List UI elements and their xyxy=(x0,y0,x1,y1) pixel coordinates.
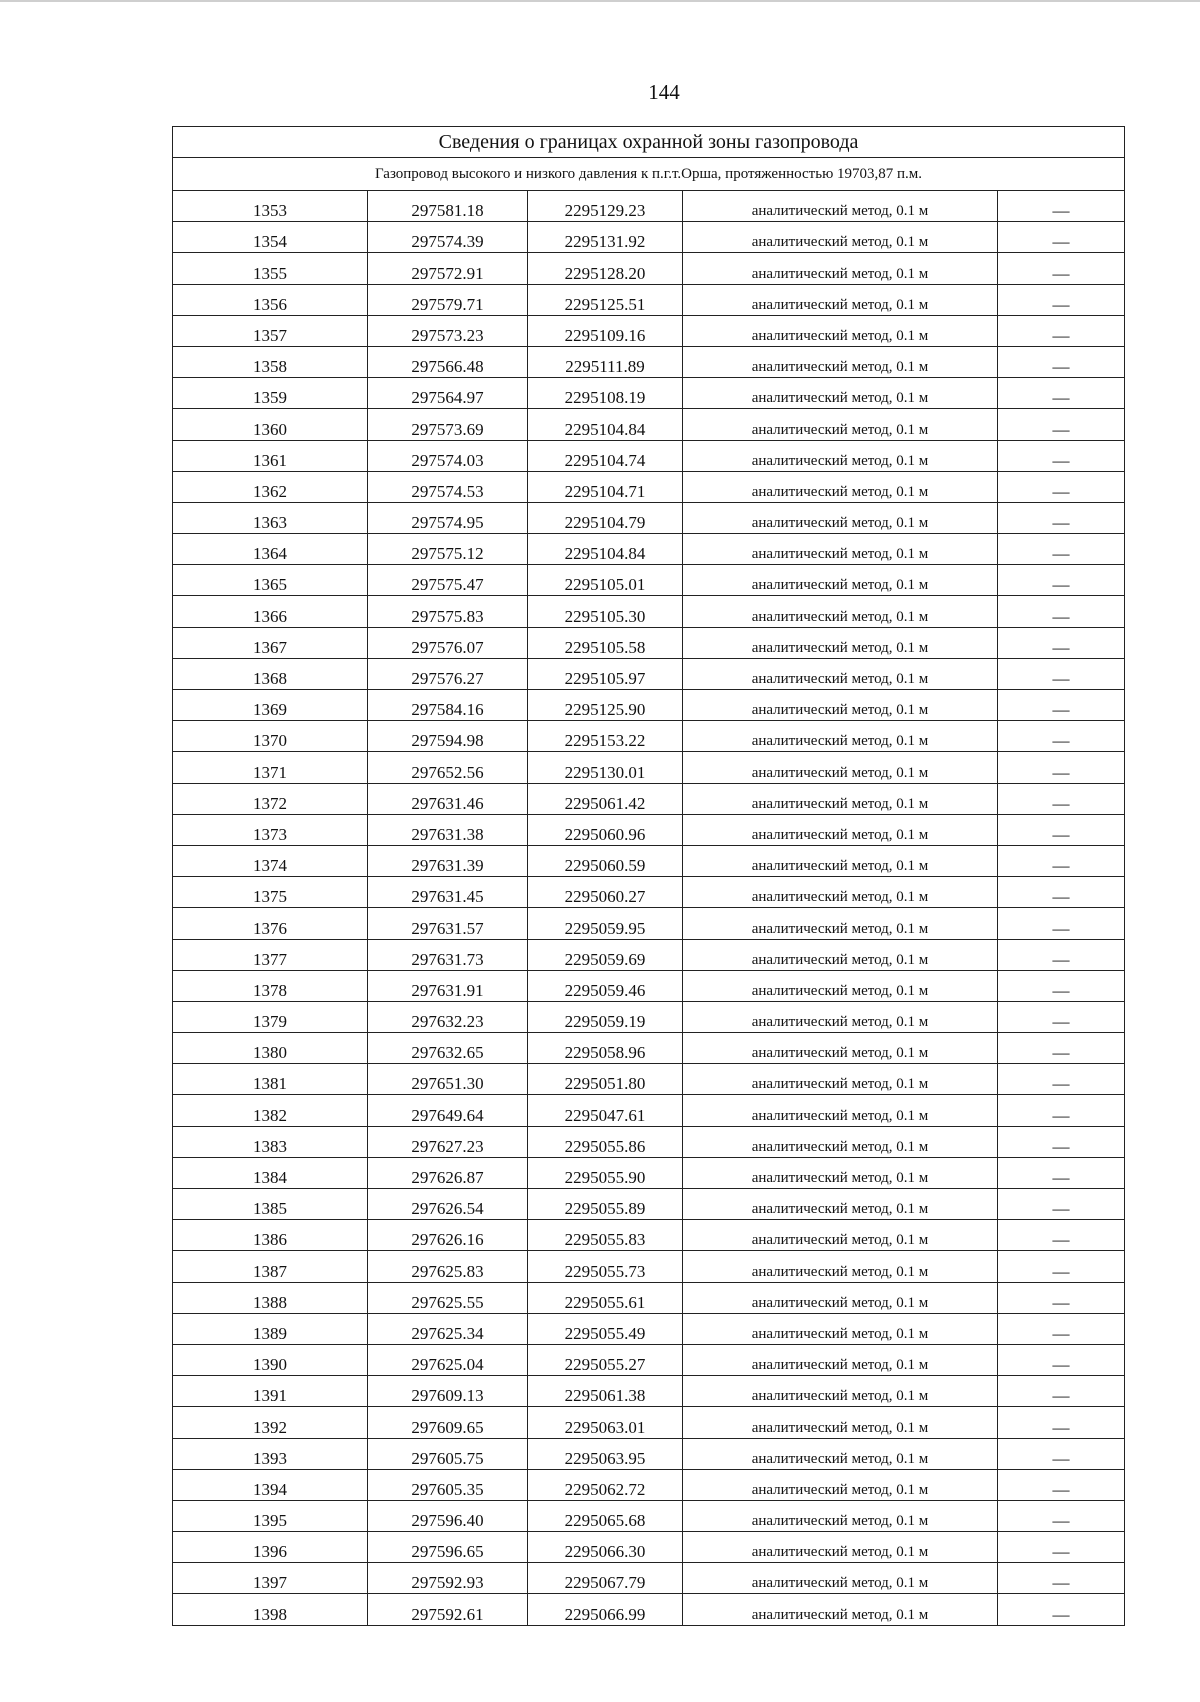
note-cell: — xyxy=(998,440,1125,471)
table-row xyxy=(173,534,1125,565)
method-cell: аналитический метод, 0.1 м xyxy=(683,315,998,346)
x-coordinate-cell: 297632.65 xyxy=(368,1033,528,1064)
point-number-cell: 1367 xyxy=(173,627,368,658)
y-coordinate-cell: 2295047.61 xyxy=(528,1095,683,1126)
method-cell: аналитический метод, 0.1 м xyxy=(683,1344,998,1375)
y-coordinate-cell: 2295129.23 xyxy=(528,191,683,222)
note-cell: — xyxy=(998,1500,1125,1531)
point-number-cell: 1384 xyxy=(173,1157,368,1188)
y-coordinate-cell: 2295104.84 xyxy=(528,409,683,440)
method-cell: аналитический метод, 0.1 м xyxy=(683,1064,998,1095)
method-cell: аналитический метод, 0.1 м xyxy=(683,1282,998,1313)
table-row xyxy=(173,1282,1125,1313)
point-number-cell: 1391 xyxy=(173,1376,368,1407)
method-cell: аналитический метод, 0.1 м xyxy=(683,1220,998,1251)
scan-top-edge xyxy=(0,0,1200,2)
note-cell: — xyxy=(998,1189,1125,1220)
point-number-cell: 1398 xyxy=(173,1594,368,1625)
point-number-cell: 1361 xyxy=(173,440,368,471)
method-cell: аналитический метод, 0.1 м xyxy=(683,690,998,721)
y-coordinate-cell: 2295109.16 xyxy=(528,315,683,346)
point-number-cell: 1354 xyxy=(173,222,368,253)
note-cell: — xyxy=(998,1157,1125,1188)
note-cell: — xyxy=(998,1594,1125,1625)
y-coordinate-cell: 2295104.71 xyxy=(528,471,683,502)
method-cell: аналитический метод, 0.1 м xyxy=(683,783,998,814)
y-coordinate-cell: 2295061.42 xyxy=(528,783,683,814)
x-coordinate-cell: 297626.54 xyxy=(368,1189,528,1220)
note-cell: — xyxy=(998,1220,1125,1251)
note-cell: — xyxy=(998,346,1125,377)
note-cell: — xyxy=(998,534,1125,565)
x-coordinate-cell: 297594.98 xyxy=(368,721,528,752)
note-cell: — xyxy=(998,908,1125,939)
table-row xyxy=(173,1500,1125,1531)
x-coordinate-cell: 297631.91 xyxy=(368,970,528,1001)
point-number-cell: 1386 xyxy=(173,1220,368,1251)
y-coordinate-cell: 2295051.80 xyxy=(528,1064,683,1095)
table-row xyxy=(173,253,1125,284)
y-coordinate-cell: 2295131.92 xyxy=(528,222,683,253)
table-row xyxy=(173,721,1125,752)
method-cell: аналитический метод, 0.1 м xyxy=(683,1251,998,1282)
x-coordinate-cell: 297625.55 xyxy=(368,1282,528,1313)
x-coordinate-cell: 297574.53 xyxy=(368,471,528,502)
table-row xyxy=(173,1095,1125,1126)
y-coordinate-cell: 2295055.90 xyxy=(528,1157,683,1188)
note-cell: — xyxy=(998,627,1125,658)
method-cell: аналитический метод, 0.1 м xyxy=(683,877,998,908)
method-cell: аналитический метод, 0.1 м xyxy=(683,1189,998,1220)
y-coordinate-cell: 2295105.58 xyxy=(528,627,683,658)
table-row xyxy=(173,1189,1125,1220)
method-cell: аналитический метод, 0.1 м xyxy=(683,191,998,222)
y-coordinate-cell: 2295055.27 xyxy=(528,1344,683,1375)
point-number-cell: 1385 xyxy=(173,1189,368,1220)
note-cell: — xyxy=(998,752,1125,783)
point-number-cell: 1370 xyxy=(173,721,368,752)
note-cell: — xyxy=(998,1469,1125,1500)
table-row xyxy=(173,939,1125,970)
method-cell: аналитический метод, 0.1 м xyxy=(683,440,998,471)
y-coordinate-cell: 2295058.96 xyxy=(528,1033,683,1064)
method-cell: аналитический метод, 0.1 м xyxy=(683,1407,998,1438)
x-coordinate-cell: 297625.83 xyxy=(368,1251,528,1282)
point-number-cell: 1372 xyxy=(173,783,368,814)
table-row xyxy=(173,1313,1125,1344)
x-coordinate-cell: 297574.39 xyxy=(368,222,528,253)
y-coordinate-cell: 2295066.30 xyxy=(528,1532,683,1563)
point-number-cell: 1365 xyxy=(173,565,368,596)
point-number-cell: 1362 xyxy=(173,471,368,502)
y-coordinate-cell: 2295111.89 xyxy=(528,346,683,377)
table-row xyxy=(173,1157,1125,1188)
point-number-cell: 1374 xyxy=(173,845,368,876)
x-coordinate-cell: 297625.04 xyxy=(368,1344,528,1375)
note-cell: — xyxy=(998,471,1125,502)
table-row xyxy=(173,1001,1125,1032)
note-cell: — xyxy=(998,1126,1125,1157)
note-cell: — xyxy=(998,970,1125,1001)
method-cell: аналитический метод, 0.1 м xyxy=(683,939,998,970)
method-cell: аналитический метод, 0.1 м xyxy=(683,596,998,627)
x-coordinate-cell: 297605.35 xyxy=(368,1469,528,1500)
method-cell: аналитический метод, 0.1 м xyxy=(683,1376,998,1407)
method-cell: аналитический метод, 0.1 м xyxy=(683,502,998,533)
table-row xyxy=(173,627,1125,658)
note-cell: — xyxy=(998,721,1125,752)
x-coordinate-cell: 297631.57 xyxy=(368,908,528,939)
point-number-cell: 1394 xyxy=(173,1469,368,1500)
note-cell: — xyxy=(998,1033,1125,1064)
note-cell: — xyxy=(998,1376,1125,1407)
y-coordinate-cell: 2295153.22 xyxy=(528,721,683,752)
x-coordinate-cell: 297564.97 xyxy=(368,378,528,409)
note-cell: — xyxy=(998,502,1125,533)
note-cell: — xyxy=(998,1251,1125,1282)
table-row xyxy=(173,346,1125,377)
y-coordinate-cell: 2295055.49 xyxy=(528,1313,683,1344)
x-coordinate-cell: 297631.38 xyxy=(368,814,528,845)
x-coordinate-cell: 297625.34 xyxy=(368,1313,528,1344)
point-number-cell: 1376 xyxy=(173,908,368,939)
table-row xyxy=(173,596,1125,627)
x-coordinate-cell: 297574.03 xyxy=(368,440,528,471)
method-cell: аналитический метод, 0.1 м xyxy=(683,284,998,315)
method-cell: аналитический метод, 0.1 м xyxy=(683,1438,998,1469)
x-coordinate-cell: 297609.65 xyxy=(368,1407,528,1438)
note-cell: — xyxy=(998,565,1125,596)
point-number-cell: 1368 xyxy=(173,658,368,689)
x-coordinate-cell: 297651.30 xyxy=(368,1064,528,1095)
x-coordinate-cell: 297605.75 xyxy=(368,1438,528,1469)
y-coordinate-cell: 2295059.95 xyxy=(528,908,683,939)
x-coordinate-cell: 297631.73 xyxy=(368,939,528,970)
table-row xyxy=(173,1126,1125,1157)
method-cell: аналитический метод, 0.1 м xyxy=(683,534,998,565)
y-coordinate-cell: 2295059.69 xyxy=(528,939,683,970)
point-number-cell: 1360 xyxy=(173,409,368,440)
x-coordinate-cell: 297649.64 xyxy=(368,1095,528,1126)
method-cell: аналитический метод, 0.1 м xyxy=(683,814,998,845)
y-coordinate-cell: 2295055.73 xyxy=(528,1251,683,1282)
point-number-cell: 1395 xyxy=(173,1500,368,1531)
note-cell: — xyxy=(998,1563,1125,1594)
y-coordinate-cell: 2295104.74 xyxy=(528,440,683,471)
point-number-cell: 1382 xyxy=(173,1095,368,1126)
note-cell: — xyxy=(998,877,1125,908)
point-number-cell: 1378 xyxy=(173,970,368,1001)
x-coordinate-cell: 297573.69 xyxy=(368,409,528,440)
method-cell: аналитический метод, 0.1 м xyxy=(683,1500,998,1531)
method-cell: аналитический метод, 0.1 м xyxy=(683,378,998,409)
note-cell: — xyxy=(998,1407,1125,1438)
point-number-cell: 1393 xyxy=(173,1438,368,1469)
table-row xyxy=(173,908,1125,939)
point-number-cell: 1364 xyxy=(173,534,368,565)
y-coordinate-cell: 2295055.86 xyxy=(528,1126,683,1157)
point-number-cell: 1390 xyxy=(173,1344,368,1375)
table-subtitle-row xyxy=(173,158,1125,191)
table-row xyxy=(173,1376,1125,1407)
note-cell: — xyxy=(998,1532,1125,1563)
y-coordinate-cell: 2295055.83 xyxy=(528,1220,683,1251)
y-coordinate-cell: 2295128.20 xyxy=(528,253,683,284)
y-coordinate-cell: 2295105.30 xyxy=(528,596,683,627)
table-row xyxy=(173,970,1125,1001)
method-cell: аналитический метод, 0.1 м xyxy=(683,1033,998,1064)
x-coordinate-cell: 297573.23 xyxy=(368,315,528,346)
table-row xyxy=(173,440,1125,471)
table-row xyxy=(173,565,1125,596)
table-row xyxy=(173,409,1125,440)
table-row xyxy=(173,1344,1125,1375)
x-coordinate-cell: 297626.16 xyxy=(368,1220,528,1251)
y-coordinate-cell: 2295125.51 xyxy=(528,284,683,315)
y-coordinate-cell: 2295062.72 xyxy=(528,1469,683,1500)
y-coordinate-cell: 2295060.27 xyxy=(528,877,683,908)
y-coordinate-cell: 2295055.89 xyxy=(528,1189,683,1220)
table-title: Сведения о границах охранной зоны газопровода xyxy=(173,127,1125,158)
point-number-cell: 1380 xyxy=(173,1033,368,1064)
point-number-cell: 1377 xyxy=(173,939,368,970)
point-number-cell: 1396 xyxy=(173,1532,368,1563)
y-coordinate-cell: 2295065.68 xyxy=(528,1500,683,1531)
table-row xyxy=(173,1251,1125,1282)
x-coordinate-cell: 297596.40 xyxy=(368,1500,528,1531)
point-number-cell: 1358 xyxy=(173,346,368,377)
table-row xyxy=(173,315,1125,346)
y-coordinate-cell: 2295059.19 xyxy=(528,1001,683,1032)
y-coordinate-cell: 2295108.19 xyxy=(528,378,683,409)
x-coordinate-cell: 297609.13 xyxy=(368,1376,528,1407)
x-coordinate-cell: 297627.23 xyxy=(368,1126,528,1157)
point-number-cell: 1387 xyxy=(173,1251,368,1282)
x-coordinate-cell: 297575.47 xyxy=(368,565,528,596)
note-cell: — xyxy=(998,253,1125,284)
x-coordinate-cell: 297572.91 xyxy=(368,253,528,284)
x-coordinate-cell: 297631.45 xyxy=(368,877,528,908)
table-row xyxy=(173,752,1125,783)
method-cell: аналитический метод, 0.1 м xyxy=(683,1126,998,1157)
x-coordinate-cell: 297579.71 xyxy=(368,284,528,315)
note-cell: — xyxy=(998,222,1125,253)
table-row xyxy=(173,1407,1125,1438)
note-cell: — xyxy=(998,783,1125,814)
point-number-cell: 1392 xyxy=(173,1407,368,1438)
x-coordinate-cell: 297626.87 xyxy=(368,1157,528,1188)
method-cell: аналитический метод, 0.1 м xyxy=(683,627,998,658)
table-body xyxy=(173,127,1125,1626)
note-cell: — xyxy=(998,284,1125,315)
y-coordinate-cell: 2295104.84 xyxy=(528,534,683,565)
note-cell: — xyxy=(998,1064,1125,1095)
method-cell: аналитический метод, 0.1 м xyxy=(683,1532,998,1563)
x-coordinate-cell: 297631.39 xyxy=(368,845,528,876)
x-coordinate-cell: 297584.16 xyxy=(368,690,528,721)
table-row xyxy=(173,1064,1125,1095)
method-cell: аналитический метод, 0.1 м xyxy=(683,1001,998,1032)
note-cell: — xyxy=(998,690,1125,721)
point-number-cell: 1355 xyxy=(173,253,368,284)
method-cell: аналитический метод, 0.1 м xyxy=(683,409,998,440)
x-coordinate-cell: 297574.95 xyxy=(368,502,528,533)
note-cell: — xyxy=(998,378,1125,409)
method-cell: аналитический метод, 0.1 м xyxy=(683,471,998,502)
x-coordinate-cell: 297652.56 xyxy=(368,752,528,783)
y-coordinate-cell: 2295060.59 xyxy=(528,845,683,876)
table-row xyxy=(173,814,1125,845)
y-coordinate-cell: 2295105.97 xyxy=(528,658,683,689)
x-coordinate-cell: 297592.93 xyxy=(368,1563,528,1594)
note-cell: — xyxy=(998,658,1125,689)
table-row xyxy=(173,471,1125,502)
table-row xyxy=(173,1469,1125,1500)
boundary-coordinates-table xyxy=(172,126,1125,1626)
y-coordinate-cell: 2295125.90 xyxy=(528,690,683,721)
note-cell: — xyxy=(998,1282,1125,1313)
method-cell: аналитический метод, 0.1 м xyxy=(683,1469,998,1500)
point-number-cell: 1375 xyxy=(173,877,368,908)
y-coordinate-cell: 2295063.95 xyxy=(528,1438,683,1469)
table-row xyxy=(173,1033,1125,1064)
page-number: 144 xyxy=(648,80,680,104)
x-coordinate-cell: 297581.18 xyxy=(368,191,528,222)
point-number-cell: 1363 xyxy=(173,502,368,533)
table-row xyxy=(173,1220,1125,1251)
x-coordinate-cell: 297566.48 xyxy=(368,346,528,377)
note-cell: — xyxy=(998,315,1125,346)
table-row xyxy=(173,191,1125,222)
point-number-cell: 1366 xyxy=(173,596,368,627)
note-cell: — xyxy=(998,1095,1125,1126)
note-cell: — xyxy=(998,814,1125,845)
y-coordinate-cell: 2295055.61 xyxy=(528,1282,683,1313)
note-cell: — xyxy=(998,939,1125,970)
table-row xyxy=(173,783,1125,814)
x-coordinate-cell: 297576.27 xyxy=(368,658,528,689)
y-coordinate-cell: 2295061.38 xyxy=(528,1376,683,1407)
table-row xyxy=(173,502,1125,533)
y-coordinate-cell: 2295063.01 xyxy=(528,1407,683,1438)
table-row xyxy=(173,378,1125,409)
point-number-cell: 1388 xyxy=(173,1282,368,1313)
point-number-cell: 1371 xyxy=(173,752,368,783)
table-subtitle: Газопровод высокого и низкого давления к п.г.т.Орша, протяженностью 19703,87 п.м. xyxy=(173,158,1125,191)
note-cell: — xyxy=(998,1438,1125,1469)
y-coordinate-cell: 2295130.01 xyxy=(528,752,683,783)
method-cell: аналитический метод, 0.1 м xyxy=(683,253,998,284)
table-row xyxy=(173,1563,1125,1594)
y-coordinate-cell: 2295059.46 xyxy=(528,970,683,1001)
point-number-cell: 1383 xyxy=(173,1126,368,1157)
note-cell: — xyxy=(998,596,1125,627)
note-cell: — xyxy=(998,191,1125,222)
point-number-cell: 1359 xyxy=(173,378,368,409)
method-cell: аналитический метод, 0.1 м xyxy=(683,222,998,253)
method-cell: аналитический метод, 0.1 м xyxy=(683,845,998,876)
method-cell: аналитический метод, 0.1 м xyxy=(683,346,998,377)
method-cell: аналитический метод, 0.1 м xyxy=(683,721,998,752)
method-cell: аналитический метод, 0.1 м xyxy=(683,970,998,1001)
point-number-cell: 1356 xyxy=(173,284,368,315)
method-cell: аналитический метод, 0.1 м xyxy=(683,1563,998,1594)
x-coordinate-cell: 297575.12 xyxy=(368,534,528,565)
table-title-row xyxy=(173,127,1125,158)
point-number-cell: 1373 xyxy=(173,814,368,845)
note-cell: — xyxy=(998,409,1125,440)
y-coordinate-cell: 2295104.79 xyxy=(528,502,683,533)
point-number-cell: 1397 xyxy=(173,1563,368,1594)
method-cell: аналитический метод, 0.1 м xyxy=(683,565,998,596)
table-row xyxy=(173,1532,1125,1563)
x-coordinate-cell: 297632.23 xyxy=(368,1001,528,1032)
table-row xyxy=(173,658,1125,689)
method-cell: аналитический метод, 0.1 м xyxy=(683,1095,998,1126)
y-coordinate-cell: 2295067.79 xyxy=(528,1563,683,1594)
y-coordinate-cell: 2295105.01 xyxy=(528,565,683,596)
method-cell: аналитический метод, 0.1 м xyxy=(683,752,998,783)
point-number-cell: 1369 xyxy=(173,690,368,721)
note-cell: — xyxy=(998,1344,1125,1375)
point-number-cell: 1379 xyxy=(173,1001,368,1032)
x-coordinate-cell: 297592.61 xyxy=(368,1594,528,1625)
point-number-cell: 1381 xyxy=(173,1064,368,1095)
x-coordinate-cell: 297596.65 xyxy=(368,1532,528,1563)
method-cell: аналитический метод, 0.1 м xyxy=(683,658,998,689)
note-cell: — xyxy=(998,1313,1125,1344)
method-cell: аналитический метод, 0.1 м xyxy=(683,1313,998,1344)
method-cell: аналитический метод, 0.1 м xyxy=(683,1594,998,1625)
x-coordinate-cell: 297631.46 xyxy=(368,783,528,814)
table-row xyxy=(173,222,1125,253)
y-coordinate-cell: 2295066.99 xyxy=(528,1594,683,1625)
x-coordinate-cell: 297576.07 xyxy=(368,627,528,658)
note-cell: — xyxy=(998,1001,1125,1032)
table-row xyxy=(173,690,1125,721)
y-coordinate-cell: 2295060.96 xyxy=(528,814,683,845)
note-cell: — xyxy=(998,845,1125,876)
table-row xyxy=(173,877,1125,908)
table-row xyxy=(173,1438,1125,1469)
point-number-cell: 1389 xyxy=(173,1313,368,1344)
point-number-cell: 1357 xyxy=(173,315,368,346)
table-row xyxy=(173,284,1125,315)
point-number-cell: 1353 xyxy=(173,191,368,222)
table-row xyxy=(173,1594,1125,1625)
method-cell: аналитический метод, 0.1 м xyxy=(683,908,998,939)
method-cell: аналитический метод, 0.1 м xyxy=(683,1157,998,1188)
x-coordinate-cell: 297575.83 xyxy=(368,596,528,627)
table-row xyxy=(173,845,1125,876)
